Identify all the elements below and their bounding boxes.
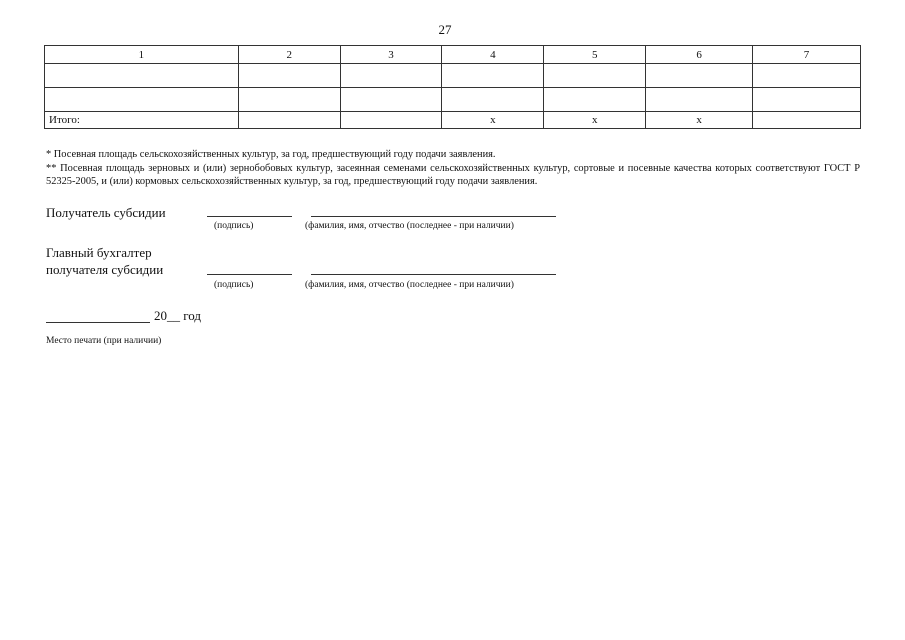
column-header: 2	[238, 46, 340, 64]
recipient-signature-line	[207, 216, 292, 217]
table-cell	[45, 88, 239, 112]
table-cell	[646, 64, 753, 88]
signature-caption: (подпись)	[214, 221, 254, 231]
table-cell	[442, 88, 544, 112]
table-cell	[544, 64, 646, 88]
column-header: 7	[753, 46, 861, 64]
footnote-1: * Посевная площадь сельскохозяйственных культур, за год, предшествующий году подачи заявления.	[46, 149, 496, 160]
total-label: Итого:	[45, 112, 239, 129]
table-row	[45, 88, 861, 112]
column-header: 3	[340, 46, 442, 64]
name-caption: (фамилия, имя, отчество (последнее - при наличии)	[305, 221, 514, 231]
table-cell	[442, 64, 544, 88]
table-row	[45, 64, 861, 88]
recipient-label: Получатель субсидии	[46, 205, 166, 220]
table-cell	[646, 88, 753, 112]
table-cell	[238, 88, 340, 112]
table-cell: x	[442, 112, 544, 129]
accountant-name-line	[311, 274, 556, 275]
table-cell	[753, 112, 861, 129]
table-cell	[45, 64, 239, 88]
table-cell	[753, 88, 861, 112]
accountant-signature-line	[207, 274, 292, 275]
table-cell	[753, 64, 861, 88]
footnote-2: ** Посевная площадь зерновых и (или) зернобобовых культур, засеянная семенами сельскохозяйственных культур, сортовые и посевные качества которых соответствуют ГОСТ Р 52325-2005, и (или) кормовых сельскохозяйственных культур, за год, предшествующий году подачи заявления.	[46, 162, 860, 187]
accountant-label-line1: Главный бухгалтер	[46, 245, 152, 260]
column-header: 1	[45, 46, 239, 64]
table-cell: x	[646, 112, 753, 129]
date-line	[46, 322, 150, 323]
footnotes	[46, 148, 860, 189]
column-header: 5	[544, 46, 646, 64]
table-cell	[340, 88, 442, 112]
table-cell	[238, 64, 340, 88]
table-cell	[340, 112, 442, 129]
data-table	[44, 45, 861, 129]
table-cell: x	[544, 112, 646, 129]
column-header: 6	[646, 46, 753, 64]
accountant-label-line2: получателя субсидии	[46, 262, 164, 277]
table-cell	[544, 88, 646, 112]
column-header: 4	[442, 46, 544, 64]
recipient-name-line	[311, 216, 556, 217]
stamp-place-label: Место печати (при наличии)	[46, 336, 162, 346]
table-cell	[238, 112, 340, 129]
table-header-row	[45, 46, 861, 64]
page-number: 27	[438, 22, 452, 37]
name-caption: (фамилия, имя, отчество (последнее - при наличии)	[305, 280, 514, 290]
table-cell	[340, 64, 442, 88]
date-text: 20__ год	[154, 308, 201, 323]
total-row	[45, 112, 861, 129]
signature-caption: (подпись)	[214, 280, 254, 290]
